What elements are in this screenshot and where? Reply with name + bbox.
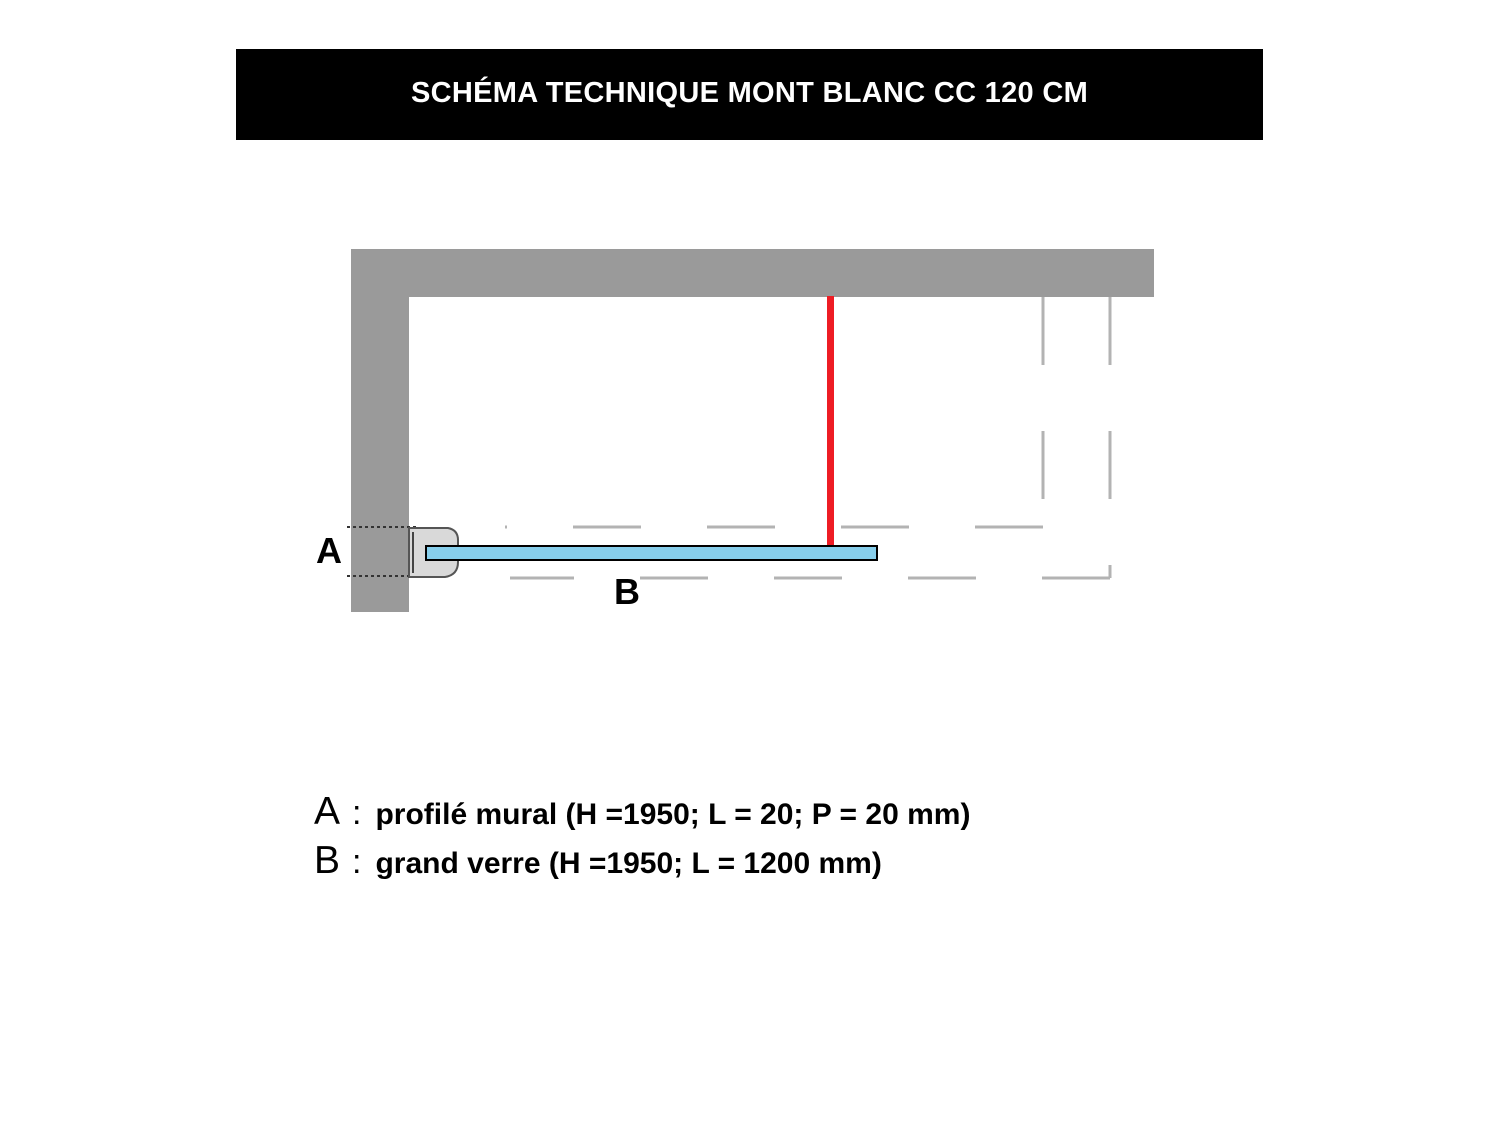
legend-colon: :: [352, 794, 362, 832]
legend-letter: A: [314, 790, 341, 833]
legend-item-a: [314, 790, 970, 834]
legend-item-b: [314, 839, 882, 883]
legend-letter: B: [314, 839, 341, 882]
legend-description: profilé mural (H =1950; L = 20; P = 20 mm): [375, 798, 971, 831]
legend-colon: :: [352, 843, 362, 881]
support-bar: [827, 296, 834, 548]
legend-description: grand verre (H =1950; L = 1200 mm): [375, 847, 882, 880]
label-b: B: [614, 571, 640, 612]
dashed-extension-outline: [505, 297, 1110, 578]
glass-panel: [426, 546, 877, 560]
page-title: SCHÉMA TECHNIQUE MONT BLANC CC 120 CM: [410, 77, 1089, 109]
label-a: A: [316, 530, 342, 571]
